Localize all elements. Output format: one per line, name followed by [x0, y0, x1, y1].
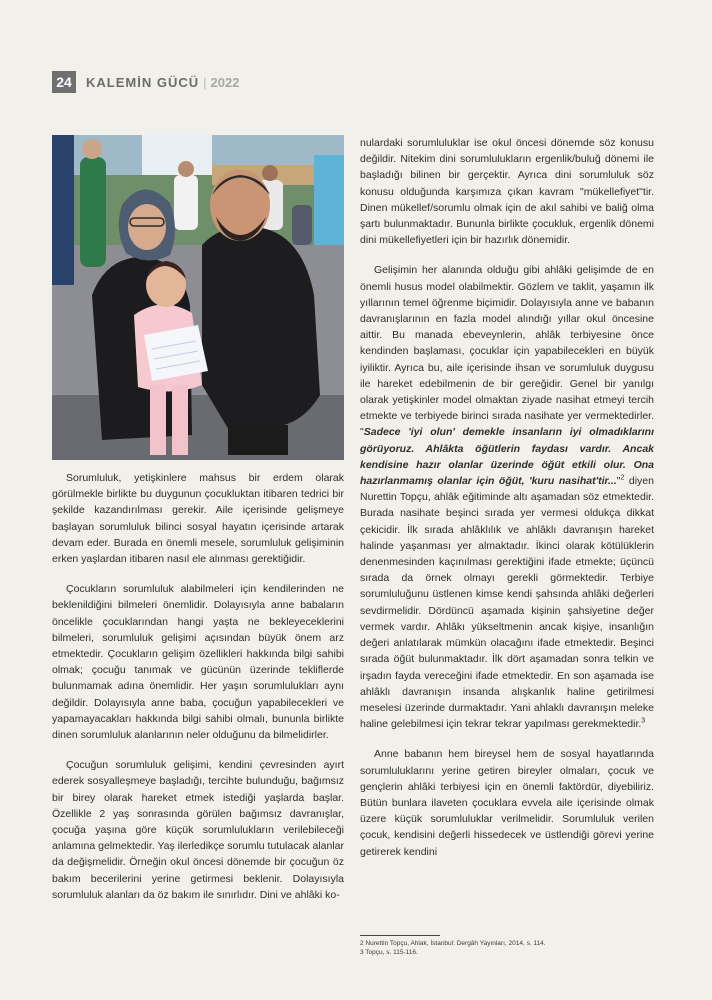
body-paragraph: Çocukların sorumluluk alabilmeleri için kendilerinden ne beklenildiğini bilmeleri önemlidir. Dolayısıyla anne babaların öncelikle çocuklarından hangi yaşta ne bekleyeceklerini bilmeleri, sorumluluk gelişimi açısından büyük önem arz etmektedir. Çocukların gelişim özellikleri hakkında bilgi sahibi olmak; çocuğu tanımak ve gücünün üzerinde tekliflerde bulunmamak adına önemlidir. Her yaşın sorumlulukları aynı değildir. Dolayısıyla anne baba, çocuğun yapabilecekleri ve yapamayacakları hakkında bilgi sahibi olmalı, bununla birlikte dinen sorumluluk alanlarının neler olduğunu da bilmelidirler.	[52, 583, 344, 742]
header-separator: |	[203, 74, 207, 90]
paragraph-text: Gelişimin her alanında olduğu gibi ahlâki gelişimde de en önemli husus model olabilmektir. Gözlem ve taklit, yaşamın ilk yıllarının temel öğrenme biçimidir. Dolayısıyla anne ve babanın davranışlarının en fazla model alındığı yıllar okul öncesine aittir. Bu manada ebeveynlerin, ahlâk terbiyesine önce kendinden başlaması, çocuklar için yapabilecekleri en büyük iyiliktir. Ayrıca bu, aile içerisinde ihsan ve sorumluluk duygusu ile hareket edebilmenin de bir gereğidir. Genel bir yanılgı olarak yetişkinler model olmaktan ziyade nasihat etmeyi tercih etmekte ve terbiyede birinci sırada nasihate yer vermektedirler. "	[360, 264, 654, 439]
body-paragraph-with-quote	[360, 262, 654, 732]
footnote-3: 3 Topçu, s. 115-116.	[360, 949, 418, 956]
footnote-ref-3[interactable]: 3	[641, 717, 646, 725]
magazine-year: 2022	[210, 74, 240, 90]
topcu-quote: Sadece 'iyi olun' demekle insanların iyi olmadıklarını görüyoruz. Ahlâkta öğütlerin faydası vardır. Ancak kendisine hazır olanlar üzerinde öğüt etkili olur. Ona hazırlanmamış olanlar için öğüt, 'kuru nasihat'tir...	[360, 426, 654, 488]
body-paragraph: Anne babanın hem bireysel hem de sosyal hayatlarında sorumluluklarını yerine getiren bireyler olmaları, çocuk ve gençlerin ahlâki terbiyesi için en önemli faktördür, diyebiliriz. Bütün bunlara ilaveten çocuklara evvela aile içerisinde olmak üzere küçük sorumluluklar verilmelidir. Sorumluluk verilen çocuk, kendisini değerli hissedecek ve üstlendiği görevi yerine getirerek kendini	[360, 748, 654, 858]
quote-close: "	[616, 475, 621, 488]
footnote-ref-2[interactable]: 2	[620, 474, 625, 482]
footnote-divider	[360, 935, 440, 936]
family-photo	[52, 135, 344, 460]
page-number: 24	[52, 71, 76, 93]
paragraph-text: diyen Nurettin Topçu, ahlâk eğitiminde altı aşamadan söz etmektedir. Burada nasihate beşinci sırada yer vermesi oldukça dikkat çekicidir. İlk sırada ahlâklılık ve ahlâklı davranışın hareket halinde yaşanması yer almaktadır. İkinci olarak kötülüklerin denenmesinden kaçınılması gerektiğini ifade etmekte; üçüncü sırada da örnek olmayı gerekli görmektedir. Terbiye sorumluluğunu üstlenen kimse kendi şahsında ahlâki değerleri sevdirmelidir. Dördüncü aşamada kişinin şahsiyetine değer vermek vardır. Ahlâkı yükseltmenin ancak kişiye, insanlığın değeri anlatılarak mümkün olacağını ifade etmektedir. Beşinci sırada öğüt bulunmaktadır. İlk dört aşamadan sonra telkin ve irşadın fayda vereceğini ifade etmektedir. En son aşamada ise ahlâklı davranışın insanda alışkanlık haline getirilmesi meselesi üzerinde durmaktadır. Yani ahlaklı davranışın meleke haline gelebilmesi için tekrar tekrar yapılması gerekmektedir.	[360, 475, 654, 731]
footnotes	[360, 935, 654, 957]
right-column	[360, 135, 654, 860]
magazine-title: KALEMİN GÜCÜ	[86, 74, 200, 90]
body-paragraph: Çocuğun sorumluluk gelişimi, kendini çevresinden ayırt ederek sosyalleşmeye başladığı, tercihte bulunduğu, bağımsız bir birey olarak hareket etmek istediği yaşlarda başlar. Özellikle 2 yaş sonrasında görülen bağımsız davranışlar, çocuğa yaşına göre küçük sorumlulukların verilebileceği anlamına gelmektedir. Yaş ilerledikçe sorumlu tutulacak alanlar da değişmelidir. Örneğin okul öncesi dönemde bir çocuğun öz bakım becerilerini yerine getirmesi beklenir. Dolayısıyla sorumluluk alanları da öz bakım ile sınırlıdır. Dini ve ahlâki ko-	[52, 759, 345, 901]
running-header	[52, 70, 239, 94]
footnote-2: 2 Nurettin Topçu, Ahlak, İstanbul: Dergâh Yayınları, 2014, s. 114.	[360, 940, 546, 947]
body-paragraph: nulardaki sorumluluklar ise okul öncesi dönemde söz konusu değildir. Nitekim dini sorumlulukların ergenlik/buluğ dönemi ile başladığı bilinen bir gerçektir. Ayrıca dini sorumluluk söz konusu olduğunda karşımıza çıkan kavram "mükellefiyet"tir. Dinen mükellef/sorumlu olmak için de akıl sahibi ve baliğ olma şartı bulunmaktadır. Bununla birlikte çocukluk, ergenlik dönemi dini mükellefiyetleri için bir hazırlık dönemidir.	[360, 137, 654, 247]
left-column	[52, 470, 344, 903]
family-photo-illustration	[52, 135, 344, 460]
body-paragraph: Sorumluluk, yetişkinlere mahsus bir erdem olarak görülmekle birlikte bu duygunun çocukluktan itibaren tedrici bir şekilde kazandırılması gerekir. Aile içerisinde gelişmeye başlayan sorumluluk bilinci sosyal hayatın içerisinde artarak devam eder. Burada en önemli mesele, sorumluluk gelişiminin erken yaşlardan itibaren nasıl ele alınması gerektiğidir.	[52, 472, 344, 566]
